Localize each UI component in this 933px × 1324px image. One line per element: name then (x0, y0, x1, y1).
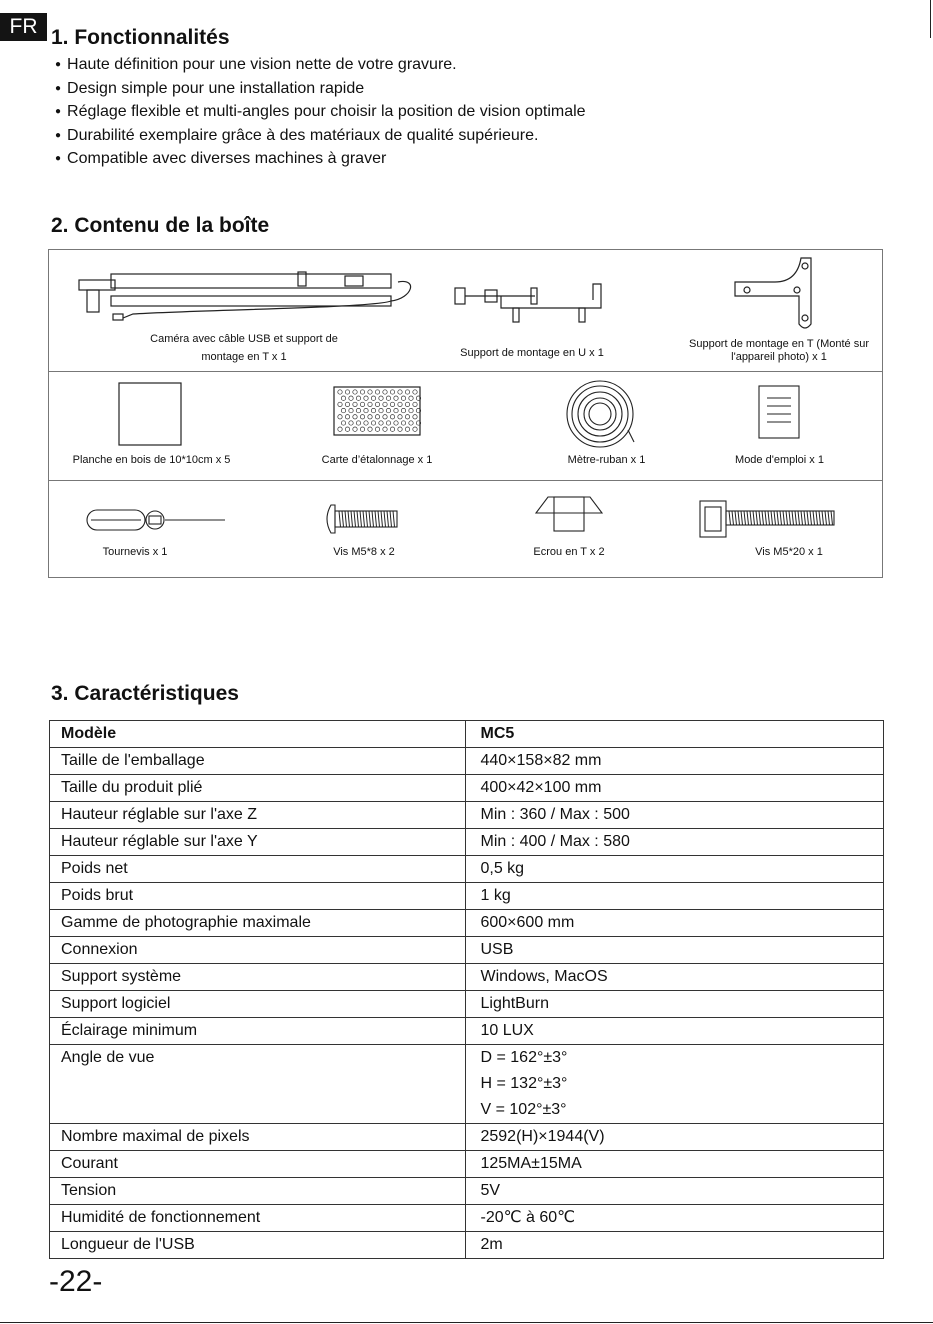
margin-rule (930, 0, 931, 38)
screw-m5x20-caption: Vis M5*20 x 1 (755, 546, 823, 558)
spec-label: Taille du produit plié (50, 775, 466, 802)
calibration-card-illustration (333, 386, 423, 438)
spec-label: Hauteur réglable sur l'axe Z (50, 802, 466, 829)
feature-item: ● Design simple pour une installation rapide (55, 78, 586, 102)
manual-caption: Mode d'emploi x 1 (735, 454, 824, 466)
u-mount-caption: Support de montage en U x 1 (460, 347, 604, 359)
section-title-box-contents: 2. Contenu de la boîte (51, 214, 270, 237)
table-row (50, 991, 884, 1018)
table-row (50, 802, 884, 829)
tape-measure-illustration (564, 380, 636, 450)
spec-value: Min : 360 / Max : 500 (466, 802, 884, 829)
t-nut-caption: Ecrou en T x 2 (533, 546, 605, 558)
spec-label: Support système (50, 964, 466, 991)
spec-value: Windows, MacOS (466, 964, 884, 991)
table-header-row (50, 721, 884, 748)
contents-row (49, 371, 882, 481)
spec-value: 2m (466, 1232, 884, 1259)
table-row (50, 883, 884, 910)
contents-row (49, 250, 882, 371)
spec-value: Min : 400 / Max : 580 (466, 829, 884, 856)
table-row (50, 1124, 884, 1151)
angle-d: D = 162°±3° (480, 1049, 568, 1066)
angle-v: V = 102°±3° (480, 1101, 567, 1118)
spec-value: 0,5 kg (466, 856, 884, 883)
spec-label: Nombre maximal de pixels (50, 1124, 466, 1151)
wood-board-caption: Planche en bois de 10*10cm x 5 (72, 454, 231, 466)
header-value: MC5 (466, 721, 884, 748)
table-row (50, 937, 884, 964)
screwdriver-caption: Tournevis x 1 (102, 546, 168, 558)
header-label: Modèle (50, 721, 466, 748)
t-mount-illustration (731, 254, 821, 330)
spec-value: 600×600 mm (466, 910, 884, 937)
spec-label: Taille de l'emballage (50, 748, 466, 775)
spec-label: Éclairage minimum (50, 1018, 466, 1045)
table-row (50, 1232, 884, 1259)
screw-m5x8-caption: Vis M5*8 x 2 (333, 546, 395, 558)
spec-label: Angle de vue (50, 1045, 466, 1124)
screw-m5x8-illustration (321, 503, 401, 537)
spec-value: USB (466, 937, 884, 964)
spec-value: LightBurn (466, 991, 884, 1018)
specifications-table (49, 720, 884, 1259)
language-tag: FR (0, 13, 47, 41)
camera-illustration (73, 268, 418, 328)
spec-label: Hauteur réglable sur l'axe Y (50, 829, 466, 856)
table-row (50, 748, 884, 775)
table-row (50, 1151, 884, 1178)
table-row (50, 1205, 884, 1232)
caption-line: Support de montage en T (Monté sur (689, 338, 869, 350)
spec-value: 440×158×82 mm (466, 748, 884, 775)
table-row (50, 1045, 884, 1124)
table-row (50, 1178, 884, 1205)
u-mount-illustration (451, 278, 611, 328)
spec-value: 5V (466, 1178, 884, 1205)
bottom-rule (0, 1322, 933, 1323)
spec-value: 400×42×100 mm (466, 775, 884, 802)
spec-label: Longueur de l'USB (50, 1232, 466, 1259)
table-row (50, 1018, 884, 1045)
angle-h: H = 132°±3° (480, 1075, 568, 1092)
spec-label: Poids net (50, 856, 466, 883)
screwdriver-illustration (85, 505, 230, 539)
page-number: -22- (49, 1265, 103, 1298)
spec-label: Humidité de fonctionnement (50, 1205, 466, 1232)
contents-row (49, 480, 882, 578)
spec-value: 10 LUX (466, 1018, 884, 1045)
screw-m5x20-illustration (697, 499, 839, 541)
spec-label: Support logiciel (50, 991, 466, 1018)
feature-item: ● Réglage flexible et multi-angles pour choisir la position de vision optimale (55, 101, 586, 125)
caption-line: l'appareil photo) x 1 (731, 351, 827, 363)
spec-label: Courant (50, 1151, 466, 1178)
spec-value: -20℃ à 60℃ (466, 1205, 884, 1232)
section-title-features: 1. Fonctionnalités (51, 26, 230, 49)
spec-value: 1 kg (466, 883, 884, 910)
feature-item: ● Compatible avec diverses machines à graver (55, 148, 586, 172)
spec-label: Connexion (50, 937, 466, 964)
manual-illustration (757, 384, 801, 440)
spec-label: Tension (50, 1178, 466, 1205)
camera-caption (109, 330, 379, 366)
spec-value: 2592(H)×1944(V) (466, 1124, 884, 1151)
t-nut-illustration (534, 489, 604, 533)
table-row (50, 829, 884, 856)
spec-value (466, 1045, 884, 1124)
tape-measure-caption: Mètre-ruban x 1 (567, 454, 646, 466)
calibration-card-caption: Carte d’étalonnage x 1 (321, 454, 433, 466)
feature-item: ● Haute définition pour une vision nette de votre gravure. (55, 54, 586, 78)
caption-line: montage en T x 1 (201, 351, 287, 363)
spec-label: Poids brut (50, 883, 466, 910)
t-mount-caption (667, 338, 891, 364)
box-contents-grid (48, 249, 883, 578)
spec-label: Gamme de photographie maximale (50, 910, 466, 937)
spec-value: 125MA±15MA (466, 1151, 884, 1178)
caption-line: Caméra avec câble USB et support de (150, 333, 338, 345)
section-title-specs: 3. Caractéristiques (51, 682, 239, 705)
table-row (50, 775, 884, 802)
feature-item: ● Durabilité exemplaire grâce à des matériaux de qualité supérieure. (55, 125, 586, 149)
table-row (50, 856, 884, 883)
table-row (50, 964, 884, 991)
wood-board-illustration (118, 382, 184, 448)
table-row (50, 910, 884, 937)
features-list (55, 54, 586, 172)
